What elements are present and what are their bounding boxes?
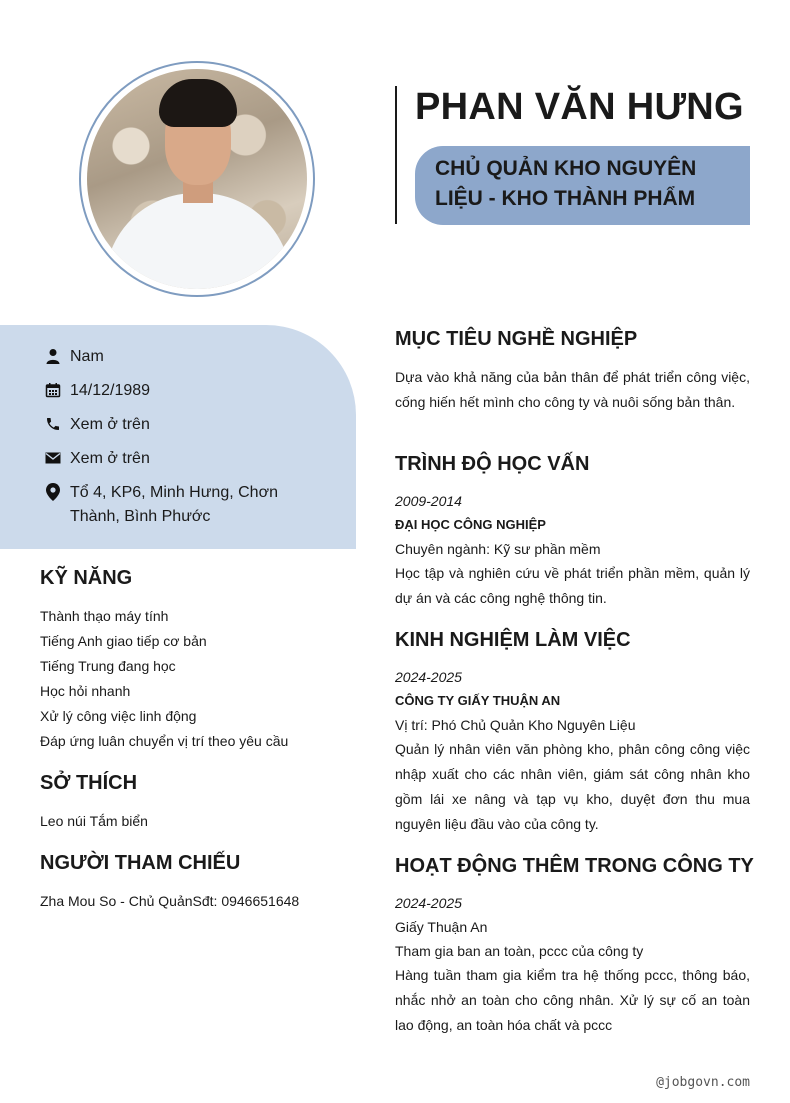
experience-company: CÔNG TY GIẤY THUẬN AN (395, 693, 561, 708)
list-item: Đáp ứng luân chuyển vị trí theo yêu cầu (40, 733, 289, 749)
profile-photo (87, 69, 307, 289)
list-item: Thành thạo máy tính (40, 608, 169, 624)
activities-block (395, 891, 750, 1038)
education-school: ĐẠI HỌC CÔNG NGHIỆP (395, 517, 546, 532)
contact-birthday (42, 379, 300, 403)
experience-heading: KINH NGHIỆM LÀM VIỆC (395, 629, 631, 651)
address-text: Tổ 4, KP6, Minh Hưng, Chơn Thành, Bình Phước (70, 484, 278, 525)
references-text: Zha Mou So - Chủ QuảnSđt: 0946651648 (40, 893, 300, 909)
list-item: Tiếng Anh giao tiếp cơ bản (40, 633, 207, 649)
watermark: @jobgovn.com (656, 1075, 750, 1090)
contact-email (42, 447, 300, 471)
objective-block (395, 365, 750, 415)
education-heading: TRÌNH ĐỘ HỌC VẤN (395, 453, 590, 475)
location-pin-icon (42, 481, 64, 503)
education-period: 2009-2014 (395, 493, 462, 509)
references-heading: NGƯỜI THAM CHIẾU (40, 852, 241, 874)
phone-text: Xem ở trên (70, 416, 150, 433)
name-divider (395, 86, 397, 224)
envelope-icon (42, 447, 64, 469)
education-major: Chuyên ngành: Kỹ sư phần mềm (395, 541, 601, 557)
contact-phone (42, 413, 300, 437)
profile-photo-frame (79, 61, 315, 297)
education-block (395, 489, 750, 611)
education-description: Học tập và nghiên cứu về phát triển phần mềm, quản lý dự án và các công nghệ thông tin. (395, 565, 750, 606)
hobbies-heading: SỞ THÍCH (40, 772, 138, 794)
candidate-name: PHAN VĂN HƯNG (415, 86, 744, 128)
person-icon (42, 345, 64, 367)
list-item: Xử lý công việc linh động (40, 708, 197, 724)
skills-heading: KỸ NĂNG (40, 567, 133, 589)
phone-icon (42, 413, 64, 435)
contact-gender (42, 345, 300, 369)
calendar-icon (42, 379, 64, 401)
job-title: CHỦ QUẢN KHO NGUYÊN LIỆU - KHO THÀNH PHẨM (415, 146, 750, 225)
skills-list (40, 604, 288, 754)
experience-block (395, 665, 750, 837)
activities-description: Hàng tuần tham gia kiểm tra hệ thống pccc, thông báo, nhắc nhở an toàn cho công nhân. Xử lý sự cố an toàn lao động, an toàn hóa chất và pccc (395, 967, 750, 1033)
activities-role: Tham gia ban an toàn, pccc của công ty (395, 943, 644, 959)
list-item: Tiếng Trung đang học (40, 658, 176, 674)
birthday-text: 14/12/1989 (70, 382, 151, 399)
activities-heading: HOẠT ĐỘNG THÊM TRONG CÔNG TY (395, 855, 754, 877)
hobbies-text: Leo núi Tắm biển (40, 813, 148, 829)
contact-address (42, 481, 300, 529)
objective-heading: MỤC TIÊU NGHỀ NGHIỆP (395, 328, 638, 350)
list-item: Học hỏi nhanh (40, 683, 131, 699)
activities-organization: Giấy Thuận An (395, 919, 488, 935)
activities-period: 2024-2025 (395, 895, 462, 911)
gender-text: Nam (70, 348, 104, 365)
experience-description: Quản lý nhân viên văn phòng kho, phân công công việc nhập xuất cho các nhân viên, giám sát công nhân kho gồm lái xe nâng và tạp vụ kho, duyệt đơn thu mua nguyên liệu đầu vào của công ty. (395, 741, 750, 832)
experience-period: 2024-2025 (395, 669, 462, 685)
email-text: Xem ở trên (70, 450, 150, 467)
experience-position: Vị trí: Phó Chủ Quản Kho Nguyên Liệu (395, 717, 636, 733)
objective-text: Dựa vào khả năng của bản thân để phát triển công việc, cống hiến hết mình cho công ty và nuôi sống bản thân. (395, 369, 750, 410)
